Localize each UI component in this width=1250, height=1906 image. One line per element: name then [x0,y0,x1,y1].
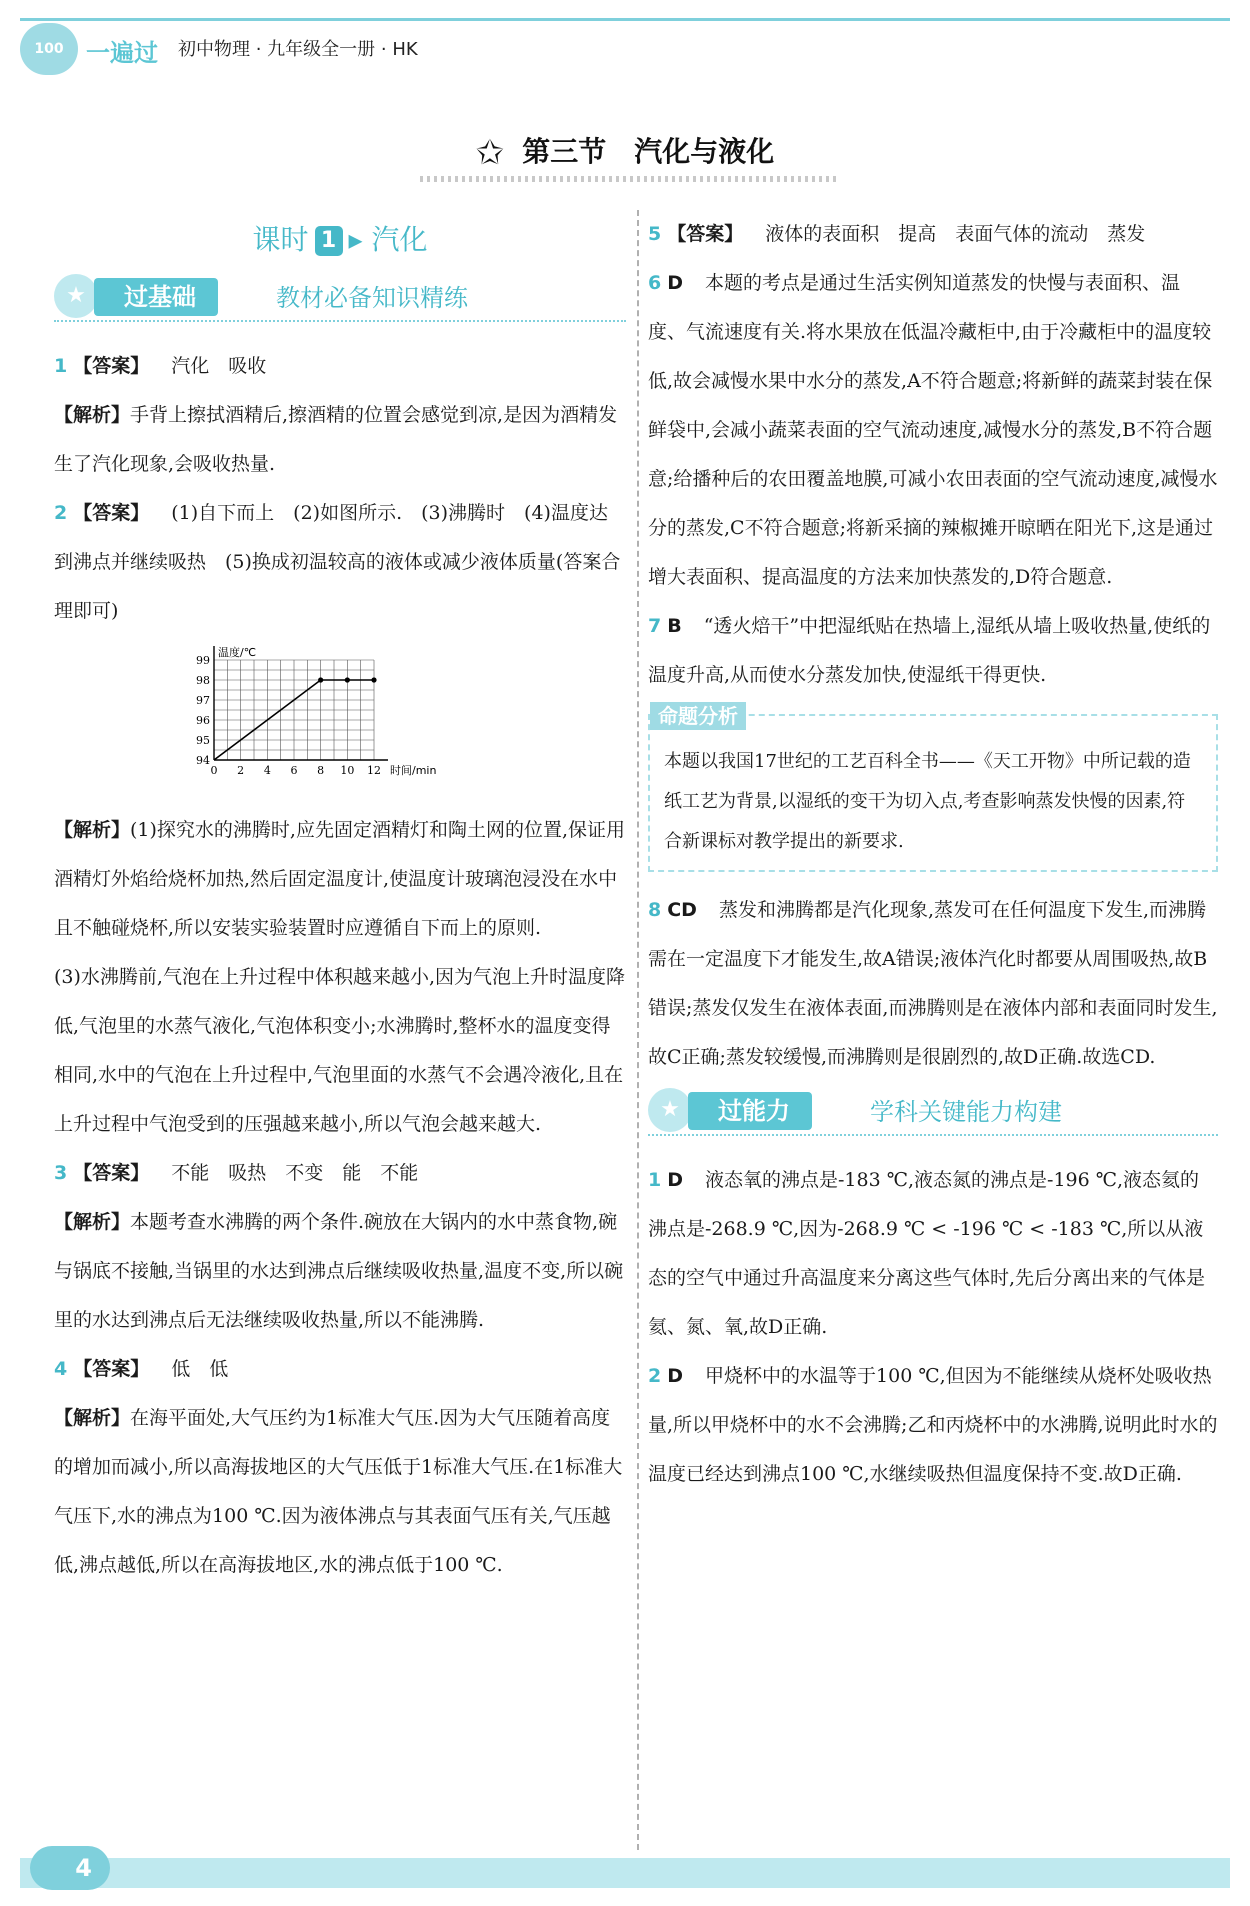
x-axis-label: 时间/min [390,764,437,777]
lesson-topic: 汽化 [371,223,428,256]
question-number: 6 [648,272,662,294]
mascot-logo-icon [20,23,78,75]
ability-badge: 过能力 [688,1092,812,1130]
ability-question-1 [648,1156,1218,1352]
explanation-text: “透火焙干”中把湿纸贴在热墙上,湿纸从墙上吸收热量,使纸的温度升高,从而使水分蒸发加快,使湿纸干得更快. [648,615,1211,686]
mascot-icon: ★ [648,1088,692,1132]
basic-subtitle: 教材必备知识精练 [276,284,468,312]
ability-question-2 [648,1352,1218,1499]
explanation-text: 本题的考点是通过生活实例知道蒸发的快慢与表面积、温度、气流速度有关.将水果放在低温冷藏柜中,由于冷藏柜中的温度较低,故会减慢水果中水分的蒸发,A不符合题意;将新鲜的蔬菜封装在保鲜袋中,会减小蔬菜表面的空气流动速度,减慢水分的蒸发,B不符合题意;给播种后的农田覆盖地膜,可减小农田表面的空气流动速度,减慢水分的蒸发,C不符合题意;将新采摘的辣椒摊开晾晒在阳光下,这是通过增大表面积、提高温度的方法来加快蒸发的,D符合题意. [648,272,1218,588]
question-number: 1 [54,355,68,377]
question-3-analysis [54,1198,626,1345]
x-tick-label: 6 [290,764,298,777]
y-axis-label: 温度/℃ [218,646,257,659]
analysis-label: 【解析】 [54,404,131,426]
question-number: 5 [648,223,662,245]
title-divider [420,176,840,182]
proposition-label: 命题分析 [650,702,746,730]
choice-text: B [667,615,682,637]
x-tick-label: 10 [340,764,355,777]
analysis-label: 【解析】 [54,819,131,841]
answer-label: 【答案】 [73,1358,150,1380]
analysis-label: 【解析】 [54,1211,131,1233]
lesson-prefix: 课时 [252,223,309,256]
proposition-analysis-box [648,704,1218,872]
question-4-analysis [54,1394,626,1590]
data-point [371,677,376,682]
section-topic: 汽化与液化 [634,135,775,168]
data-point [345,677,350,682]
question-2-analysis-1 [54,806,626,953]
question-number: 4 [54,1358,68,1380]
mascot-icon: ★ [54,274,98,318]
section-title [0,130,1250,173]
question-number: 3 [54,1162,68,1184]
question-number: 7 [648,615,662,637]
y-tick-label: 95 [196,734,210,747]
boiling-curve-chart [174,642,454,782]
analysis-text: 在海平面处,大气压约为1标准大气压.因为大气压随着高度的增加而减小,所以高海拔地区的大气压低于1标准大气压.在1标准大气压下,水的沸点为100 ℃.因为液体沸点与其表面气压有关,气压越低,沸点越低,所以在高海拔地区,水的沸点低于100 ℃. [54,1407,623,1576]
question-2-analysis-2: (3)水沸腾前,气泡在上升过程中体积越来越小,因为气泡上升时温度降低,气泡里的水蒸气液化,气泡体积变小;水沸腾时,整杯水的温度变得相同,水中的气泡在上升过程中,气泡里面的水蒸气不会遇冷液化,且在上升过程中气泡受到的压强越来越小,所以气泡会越来越大. [54,966,625,1135]
basic-badge: 过基础 [94,278,218,316]
x-tick-label: 4 [263,764,271,777]
x-tick-label: 2 [237,764,245,777]
logo-badge-text: 100 [34,41,64,57]
answer-text: 汽化 吸收 [171,355,267,377]
book-title: 初中物理 · 九年级全一册 · HK [178,39,418,60]
section-name: 第三节 [522,135,607,168]
lesson-number: 1 [315,226,343,256]
star-icon: ✩ [475,133,505,173]
y-tick-label: 99 [196,654,210,667]
answer-text: 液体的表面积 提高 表面气体的流动 蒸发 [765,223,1146,245]
right-column [648,210,1218,1499]
y-tick-label: 94 [196,754,210,767]
question-number: 2 [648,1365,662,1387]
x-tick-label: 12 [367,764,381,777]
question-7 [648,602,1218,700]
analysis-text: 手背上擦拭酒精后,擦酒精的位置会感觉到凉,是因为酒精发生了汽化现象,会吸收热量. [54,404,618,475]
answer-label: 【答案】 [73,355,150,377]
answer-label: 【答案】 [73,502,150,524]
question-number: 8 [648,899,662,921]
y-tick-label: 97 [196,694,210,707]
page-header [20,18,1230,71]
question-1-analysis [54,391,626,489]
answer-text: (1)自下而上 (2)如图所示. (3)沸腾时 (4)温度达到沸点并继续吸热 (5)换成初温较高的液体或减少液体质量(答案合理即可) [54,502,621,622]
answer-label: 【答案】 [667,223,744,245]
y-tick-label: 98 [196,674,210,687]
explanation-text: 蒸发和沸腾都是汽化现象,蒸发可在任何温度下发生,而沸腾需在一定温度下才能发生,故A错误;液体汽化时都要从周围吸热,故B错误;蒸发仅发生在液体表面,而沸腾则是在液体内部和表面同时发生,故C正确;蒸发较缓慢,而沸腾则是很剧烈的,故D正确.故选CD. [648,899,1218,1068]
choice-text: CD [667,899,697,921]
question-4-answer [54,1345,626,1394]
analysis-label: 【解析】 [54,1407,131,1429]
answer-text: 不能 吸热 不变 能 不能 [171,1162,419,1184]
question-2-answer [54,489,626,636]
basic-banner [54,274,626,322]
x-tick-label: 0 [210,764,218,777]
proposition-text: 本题以我国17世纪的工艺百科全书——《天工开物》中所记载的造纸工艺为背景,以湿纸的变干为切入点,考查影响蒸发快慢的因素,符合新课标对教学提出的新要求. [664,751,1191,852]
y-tick-label: 96 [196,714,210,727]
choice-text: D [667,1169,684,1191]
question-1-answer [54,342,626,391]
question-3-answer [54,1149,626,1198]
left-column [54,210,626,1590]
question-number: 1 [648,1169,662,1191]
question-5-answer [648,210,1218,259]
answer-text: 低 低 [171,1358,229,1380]
choice-text: D [667,272,684,294]
question-8 [648,886,1218,1082]
ability-banner [648,1088,1218,1136]
temperature-chart [54,642,626,792]
analysis-text: 本题考查水沸腾的两个条件.碗放在大锅内的水中蒸食物,碗与锅底不接触,当锅里的水达到沸点后继续吸收热量,温度不变,所以碗里的水达到沸点后无法继续吸收热量,所以不能沸腾. [54,1211,624,1331]
question-6 [648,259,1218,602]
analysis-text: (1)探究水的沸腾时,应先固定酒精灯和陶土网的位置,保证用酒精灯外焰给烧杯加热,然后固定温度计,使温度计玻璃泡浸没在水中且不触碰烧杯,所以安装实验装置时应遵循自下而上的原则. [54,819,626,939]
lesson-title [54,220,626,260]
column-divider [637,210,639,1850]
chevron-right-icon: ▸ [348,223,363,256]
question-number: 2 [54,502,68,524]
answer-label: 【答案】 [73,1162,150,1184]
data-point [318,677,323,682]
page-footer [20,1858,1230,1888]
ability-subtitle: 学科关键能力构建 [870,1098,1062,1126]
choice-text: D [667,1365,684,1387]
brand-name: 一遍过 [86,39,158,67]
x-tick-label: 8 [317,764,325,777]
explanation-text: 甲烧杯中的水温等于100 ℃,但因为不能继续从烧杯处吸收热量,所以甲烧杯中的水不会沸腾;乙和丙烧杯中的水沸腾,说明此时水的温度已经达到沸点100 ℃,水继续吸热但温度保持不变.故D正确. [648,1365,1218,1485]
page-number: 4 [30,1846,110,1890]
explanation-text: 液态氧的沸点是-183 ℃,液态氮的沸点是-196 ℃,液态氦的沸点是-268.9 ℃,因为-268.9 ℃ < -196 ℃ < -183 ℃,所以从液态的空气中通过升高温度来分离这些气体时,先后分离出来的气体是氦、氮、氧,故D正确. [648,1169,1206,1338]
